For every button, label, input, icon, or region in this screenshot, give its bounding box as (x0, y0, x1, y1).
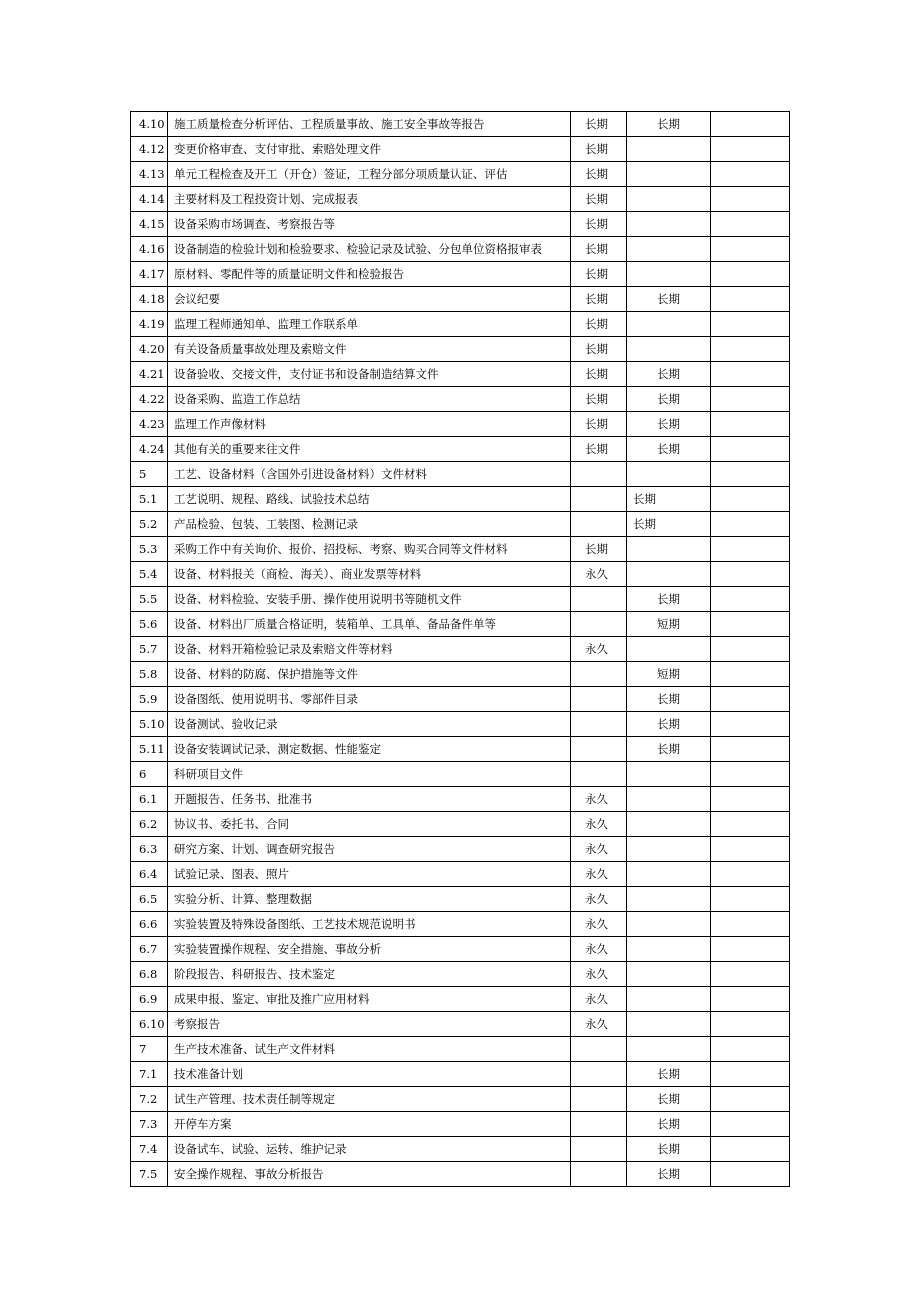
retention-period-cell: 短期 (627, 612, 711, 637)
retention-period-cell (627, 887, 711, 912)
item-title-cell: 开题报告、任务书、批准书 (168, 787, 571, 812)
retention-period-cell: 长期 (627, 487, 711, 512)
table-row (131, 387, 790, 412)
item-number-cell: 6.8 (131, 962, 168, 987)
retention-period-cell (627, 787, 711, 812)
table-row (131, 1137, 790, 1162)
retention-period-cell (627, 1012, 711, 1037)
item-title-cell: 产品检验、包装、工装图、检测记录 (168, 512, 571, 537)
remarks-cell (711, 912, 790, 937)
retention-period-cell: 长期 (571, 287, 627, 312)
item-number-cell: 4.16 (131, 237, 168, 262)
item-title-cell: 实验分析、计算、整理数据 (168, 887, 571, 912)
retention-period-cell (627, 962, 711, 987)
item-number-cell: 6.5 (131, 887, 168, 912)
retention-period-cell: 长期 (571, 387, 627, 412)
table-row (131, 137, 790, 162)
retention-period-cell: 长期 (571, 187, 627, 212)
retention-period-cell: 永久 (571, 937, 627, 962)
table-row (131, 837, 790, 862)
retention-period-cell (627, 262, 711, 287)
retention-period-cell (627, 187, 711, 212)
retention-period-cell (571, 687, 627, 712)
item-number-cell: 7 (131, 1037, 168, 1062)
item-number-cell: 5.9 (131, 687, 168, 712)
table-row (131, 687, 790, 712)
retention-period-cell (627, 912, 711, 937)
item-number-cell: 7.2 (131, 1087, 168, 1112)
item-number-cell: 6.3 (131, 837, 168, 862)
remarks-cell (711, 437, 790, 462)
retention-period-cell (627, 337, 711, 362)
remarks-cell (711, 962, 790, 987)
retention-period-cell: 长期 (627, 1137, 711, 1162)
retention-period-cell: 永久 (571, 562, 627, 587)
item-number-cell: 4.23 (131, 412, 168, 437)
table-row (131, 512, 790, 537)
retention-period-cell: 永久 (571, 862, 627, 887)
item-title-cell: 阶段报告、科研报告、技术鉴定 (168, 962, 571, 987)
retention-period-cell: 长期 (627, 687, 711, 712)
item-title-cell: 试验记录、图表、照片 (168, 862, 571, 887)
table-row (131, 887, 790, 912)
retention-period-cell: 长期 (571, 362, 627, 387)
retention-period-cell (571, 462, 627, 487)
remarks-cell (711, 987, 790, 1012)
retention-period-cell (571, 1062, 627, 1087)
remarks-cell (711, 112, 790, 137)
item-number-cell: 4.15 (131, 212, 168, 237)
retention-period-cell (571, 1112, 627, 1137)
item-number-cell: 6.4 (131, 862, 168, 887)
retention-period-cell (627, 862, 711, 887)
retention-period-cell: 永久 (571, 887, 627, 912)
item-number-cell: 4.22 (131, 387, 168, 412)
item-number-cell: 4.19 (131, 312, 168, 337)
table-body (131, 112, 790, 1187)
remarks-cell (711, 812, 790, 837)
table-row (131, 762, 790, 787)
item-title-cell: 技术准备计划 (168, 1062, 571, 1087)
item-number-cell: 4.10 (131, 112, 168, 137)
retention-period-cell (571, 1087, 627, 1112)
retention-period-cell: 长期 (627, 1112, 711, 1137)
item-title-cell: 设备、材料检验、安装手册、操作使用说明书等随机文件 (168, 587, 571, 612)
retention-period-cell (627, 837, 711, 862)
item-number-cell: 5 (131, 462, 168, 487)
archive-retention-table (130, 111, 790, 1187)
table-row (131, 862, 790, 887)
retention-period-cell (627, 162, 711, 187)
item-title-cell: 科研项目文件 (168, 762, 571, 787)
item-number-cell: 5.6 (131, 612, 168, 637)
retention-period-cell: 长期 (571, 212, 627, 237)
remarks-cell (711, 1112, 790, 1137)
remarks-cell (711, 187, 790, 212)
remarks-cell (711, 862, 790, 887)
item-title-cell: 设备测试、验收记录 (168, 712, 571, 737)
item-title-cell: 变更价格审查、支付审批、索赔处理文件 (168, 137, 571, 162)
retention-period-cell (571, 487, 627, 512)
retention-period-cell (627, 562, 711, 587)
remarks-cell (711, 712, 790, 737)
remarks-cell (711, 1162, 790, 1187)
table-row (131, 787, 790, 812)
item-title-cell: 设备采购市场调查、考察报告等 (168, 212, 571, 237)
table-row (131, 337, 790, 362)
item-title-cell: 设备、材料报关（商检、海关）、商业发票等材料 (168, 562, 571, 587)
retention-period-cell: 长期 (627, 412, 711, 437)
item-title-cell: 生产技术准备、试生产文件材料 (168, 1037, 571, 1062)
remarks-cell (711, 137, 790, 162)
remarks-cell (711, 837, 790, 862)
retention-period-cell (571, 762, 627, 787)
item-number-cell: 4.14 (131, 187, 168, 212)
item-title-cell: 开停车方案 (168, 1112, 571, 1137)
retention-period-cell: 长期 (627, 287, 711, 312)
remarks-cell (711, 312, 790, 337)
retention-period-cell: 长期 (627, 587, 711, 612)
item-title-cell: 设备、材料开箱检验记录及索赔文件等材料 (168, 637, 571, 662)
remarks-cell (711, 687, 790, 712)
table-row (131, 437, 790, 462)
item-title-cell: 试生产管理、技术责任制等规定 (168, 1087, 571, 1112)
table-row (131, 612, 790, 637)
retention-period-cell (571, 587, 627, 612)
item-number-cell: 7.5 (131, 1162, 168, 1187)
item-title-cell: 设备、材料的防腐、保护措施等文件 (168, 662, 571, 687)
item-title-cell: 原材料、零配件等的质量证明文件和检验报告 (168, 262, 571, 287)
item-title-cell: 设备安装调试记录、测定数据、性能鉴定 (168, 737, 571, 762)
item-title-cell: 单元工程检查及开工（开仓）签证，工程分部分项质量认证、评估 (168, 162, 571, 187)
retention-period-cell: 长期 (571, 437, 627, 462)
item-number-cell: 6 (131, 762, 168, 787)
item-number-cell: 5.2 (131, 512, 168, 537)
item-number-cell: 5.8 (131, 662, 168, 687)
retention-period-cell: 长期 (627, 362, 711, 387)
table-row (131, 712, 790, 737)
retention-period-cell (627, 462, 711, 487)
retention-period-cell: 长期 (627, 712, 711, 737)
remarks-cell (711, 937, 790, 962)
table-row (131, 587, 790, 612)
retention-period-cell: 长期 (571, 137, 627, 162)
item-title-cell: 设备试车、试验、运转、维护记录 (168, 1137, 571, 1162)
table-row (131, 812, 790, 837)
table-row (131, 412, 790, 437)
retention-period-cell (571, 612, 627, 637)
retention-period-cell (627, 937, 711, 962)
remarks-cell (711, 762, 790, 787)
item-title-cell: 工艺、设备材料（含国外引进设备材料）文件材料 (168, 462, 571, 487)
remarks-cell (711, 1087, 790, 1112)
remarks-cell (711, 287, 790, 312)
retention-period-cell (571, 1137, 627, 1162)
item-number-cell: 7.4 (131, 1137, 168, 1162)
retention-period-cell (571, 512, 627, 537)
retention-period-cell: 永久 (571, 812, 627, 837)
remarks-cell (711, 262, 790, 287)
item-title-cell: 实验装置操作规程、安全措施、事故分析 (168, 937, 571, 962)
retention-period-cell: 永久 (571, 912, 627, 937)
remarks-cell (711, 337, 790, 362)
remarks-cell (711, 1037, 790, 1062)
retention-period-cell (627, 237, 711, 262)
table-row (131, 637, 790, 662)
item-title-cell: 实验装置及特殊设备图纸、工艺技术规范说明书 (168, 912, 571, 937)
retention-period-cell (571, 1037, 627, 1062)
remarks-cell (711, 162, 790, 187)
retention-period-cell (627, 212, 711, 237)
retention-period-cell: 长期 (571, 337, 627, 362)
item-title-cell: 主要材料及工程投资计划、完成报表 (168, 187, 571, 212)
remarks-cell (711, 587, 790, 612)
item-number-cell: 6.7 (131, 937, 168, 962)
remarks-cell (711, 1062, 790, 1087)
item-title-cell: 考察报告 (168, 1012, 571, 1037)
table-row (131, 987, 790, 1012)
retention-period-cell: 永久 (571, 837, 627, 862)
table-row (131, 1062, 790, 1087)
retention-period-cell: 长期 (627, 1087, 711, 1112)
retention-period-cell (627, 312, 711, 337)
retention-period-cell: 永久 (571, 637, 627, 662)
item-number-cell: 6.1 (131, 787, 168, 812)
table-row (131, 1037, 790, 1062)
retention-period-cell: 长期 (571, 162, 627, 187)
item-number-cell: 5.3 (131, 537, 168, 562)
remarks-cell (711, 787, 790, 812)
item-number-cell: 7.3 (131, 1112, 168, 1137)
item-number-cell: 5.11 (131, 737, 168, 762)
retention-period-cell (627, 812, 711, 837)
retention-period-cell (627, 987, 711, 1012)
remarks-cell (711, 1137, 790, 1162)
item-title-cell: 设备图纸、使用说明书、零部件目录 (168, 687, 571, 712)
table-row (131, 312, 790, 337)
retention-period-cell: 长期 (627, 112, 711, 137)
retention-period-cell: 永久 (571, 787, 627, 812)
item-title-cell: 设备验收、交接文件，支付证书和设备制造结算文件 (168, 362, 571, 387)
remarks-cell (711, 212, 790, 237)
item-title-cell: 监理工程师通知单、监理工作联系单 (168, 312, 571, 337)
table-row (131, 462, 790, 487)
remarks-cell (711, 887, 790, 912)
remarks-cell (711, 387, 790, 412)
table-row (131, 162, 790, 187)
remarks-cell (711, 537, 790, 562)
item-title-cell: 设备制造的检验计划和检验要求、检验记录及试验、分包单位资格报审表 (168, 237, 571, 262)
retention-period-cell: 长期 (627, 387, 711, 412)
item-title-cell: 设备、材料出厂质量合格证明，装箱单、工具单、备品备件单等 (168, 612, 571, 637)
table-row (131, 537, 790, 562)
retention-period-cell (627, 1037, 711, 1062)
retention-period-cell: 永久 (571, 962, 627, 987)
table-row (131, 1012, 790, 1037)
item-number-cell: 4.17 (131, 262, 168, 287)
retention-period-cell (627, 137, 711, 162)
retention-period-cell (571, 662, 627, 687)
item-title-cell: 安全操作规程、事故分析报告 (168, 1162, 571, 1187)
item-number-cell: 4.21 (131, 362, 168, 387)
remarks-cell (711, 737, 790, 762)
table-row (131, 662, 790, 687)
retention-period-cell (571, 1162, 627, 1187)
retention-period-cell (571, 712, 627, 737)
retention-period-cell: 永久 (571, 1012, 627, 1037)
item-number-cell: 5.4 (131, 562, 168, 587)
retention-period-cell: 长期 (627, 512, 711, 537)
item-title-cell: 会议纪要 (168, 287, 571, 312)
item-title-cell: 工艺说明、规程、路线、试验技术总结 (168, 487, 571, 512)
table-row (131, 212, 790, 237)
item-title-cell: 协议书、委托书、合同 (168, 812, 571, 837)
item-number-cell: 6.2 (131, 812, 168, 837)
table-row (131, 937, 790, 962)
item-number-cell: 4.24 (131, 437, 168, 462)
retention-period-cell (627, 637, 711, 662)
item-title-cell: 施工质量检查分析评估、工程质量事故、施工安全事故等报告 (168, 112, 571, 137)
remarks-cell (711, 637, 790, 662)
item-title-cell: 设备采购、监造工作总结 (168, 387, 571, 412)
item-title-cell: 其他有关的重要来往文件 (168, 437, 571, 462)
remarks-cell (711, 512, 790, 537)
remarks-cell (711, 462, 790, 487)
item-number-cell: 5.1 (131, 487, 168, 512)
table-row (131, 962, 790, 987)
remarks-cell (711, 562, 790, 587)
remarks-cell (711, 362, 790, 387)
item-title-cell: 成果申报、鉴定、审批及推广应用材料 (168, 987, 571, 1012)
retention-period-cell: 长期 (571, 412, 627, 437)
retention-period-cell (627, 537, 711, 562)
table-row (131, 362, 790, 387)
remarks-cell (711, 412, 790, 437)
retention-period-cell (627, 762, 711, 787)
item-number-cell: 4.18 (131, 287, 168, 312)
table-row (131, 487, 790, 512)
item-title-cell: 研究方案、计划、调查研究报告 (168, 837, 571, 862)
retention-period-cell: 永久 (571, 987, 627, 1012)
retention-period-cell: 长期 (627, 1062, 711, 1087)
remarks-cell (711, 237, 790, 262)
retention-period-cell: 长期 (627, 737, 711, 762)
retention-period-cell: 短期 (627, 662, 711, 687)
table-row (131, 912, 790, 937)
item-number-cell: 5.10 (131, 712, 168, 737)
table-row (131, 1087, 790, 1112)
table-row (131, 112, 790, 137)
remarks-cell (711, 662, 790, 687)
retention-period-cell: 长期 (571, 237, 627, 262)
table-row (131, 1162, 790, 1187)
item-number-cell: 6.9 (131, 987, 168, 1012)
table-row (131, 737, 790, 762)
retention-period-cell: 长期 (571, 262, 627, 287)
table-row (131, 287, 790, 312)
retention-period-cell (571, 737, 627, 762)
retention-period-cell: 长期 (571, 112, 627, 137)
item-number-cell: 7.1 (131, 1062, 168, 1087)
item-number-cell: 4.12 (131, 137, 168, 162)
table-row (131, 187, 790, 212)
item-number-cell: 5.5 (131, 587, 168, 612)
table-row (131, 262, 790, 287)
item-number-cell: 4.20 (131, 337, 168, 362)
item-number-cell: 5.7 (131, 637, 168, 662)
item-title-cell: 监理工作声像材料 (168, 412, 571, 437)
remarks-cell (711, 1012, 790, 1037)
table-row (131, 562, 790, 587)
retention-period-cell: 长期 (571, 537, 627, 562)
item-title-cell: 采购工作中有关询价、报价、招投标、考察、购买合同等文件材料 (168, 537, 571, 562)
item-number-cell: 6.6 (131, 912, 168, 937)
item-number-cell: 4.13 (131, 162, 168, 187)
table-row (131, 1112, 790, 1137)
retention-period-cell: 长期 (627, 437, 711, 462)
retention-period-cell: 长期 (627, 1162, 711, 1187)
item-number-cell: 6.10 (131, 1012, 168, 1037)
item-title-cell: 有关设备质量事故处理及索赔文件 (168, 337, 571, 362)
retention-period-cell: 长期 (571, 312, 627, 337)
table-row (131, 237, 790, 262)
remarks-cell (711, 487, 790, 512)
remarks-cell (711, 612, 790, 637)
